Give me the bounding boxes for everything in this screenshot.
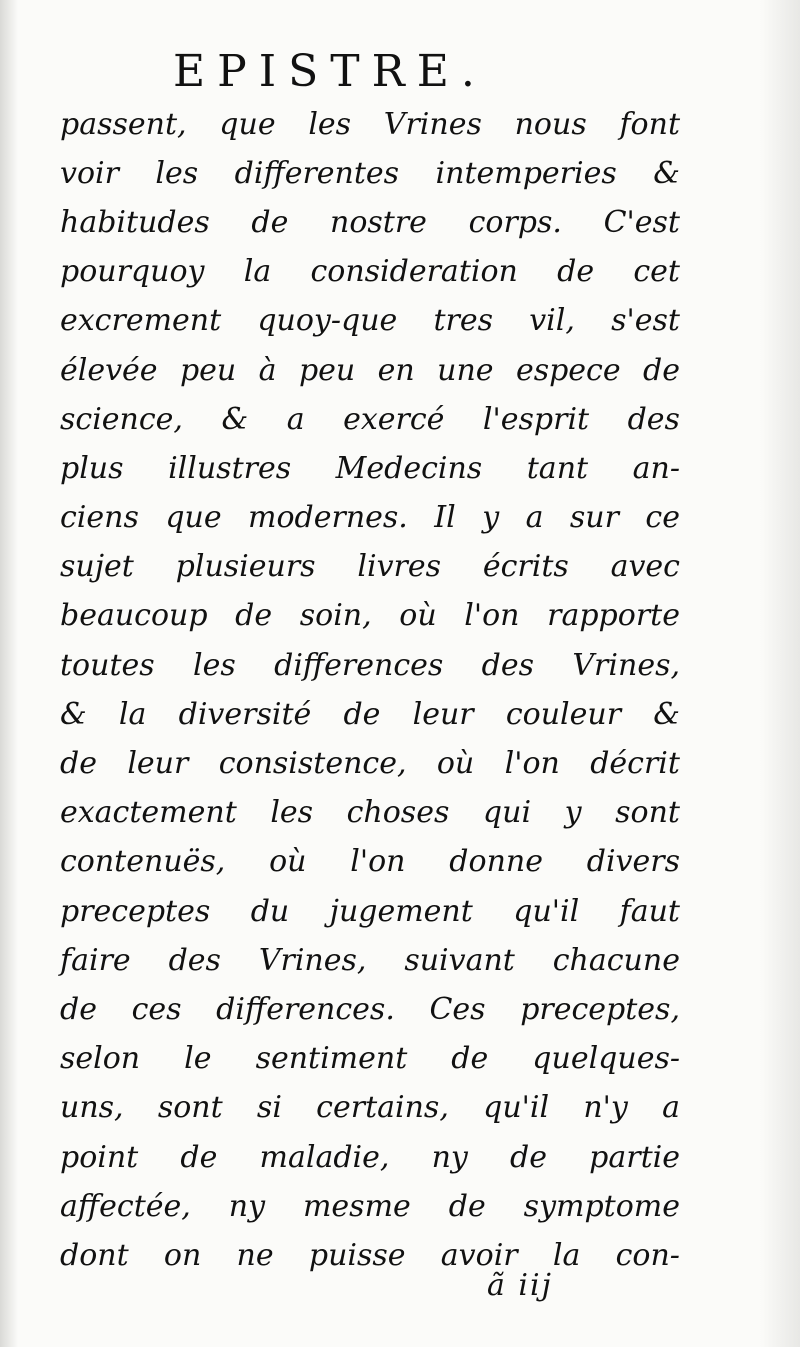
word: on (163, 1237, 202, 1273)
word: divers (586, 844, 680, 880)
text-line (60, 1133, 680, 1182)
word: n'y (583, 1090, 628, 1126)
word: y (482, 500, 500, 536)
word: avoir (440, 1237, 518, 1273)
word: consistence, (218, 746, 407, 782)
text-line (60, 198, 680, 247)
word: symptome (523, 1188, 680, 1224)
word: science, (60, 401, 183, 437)
text-line (60, 936, 680, 985)
word: les (308, 106, 352, 142)
word: con- (615, 1237, 680, 1273)
text-line (60, 1231, 680, 1280)
word: & (60, 696, 87, 732)
word: où (436, 746, 475, 782)
word: avec (610, 549, 680, 585)
word: du (250, 893, 290, 929)
text-line (60, 543, 680, 592)
word: diversité (178, 696, 312, 732)
word: quelques- (532, 1041, 680, 1077)
text-line (60, 444, 680, 493)
word: sont (157, 1090, 223, 1126)
word: des (481, 647, 535, 683)
word: couleur (505, 696, 622, 732)
word: y (564, 795, 582, 831)
text-line (60, 838, 680, 887)
word: voir (60, 155, 119, 191)
word: differentes (234, 155, 400, 191)
word: toutes (60, 647, 155, 683)
word: & (221, 401, 249, 437)
word: plus (60, 450, 124, 486)
word: differences. (216, 991, 395, 1027)
word: la (118, 696, 147, 732)
text-line (60, 592, 680, 641)
word: nostre (330, 204, 427, 240)
word: où (269, 844, 307, 880)
word: jugement (329, 893, 473, 929)
text-line (60, 1035, 680, 1084)
text-line (60, 248, 680, 297)
word: pourquoy (60, 254, 205, 290)
word: ny (228, 1188, 266, 1224)
word: ciens (60, 500, 139, 536)
word: exercé (343, 401, 445, 437)
word: choses (346, 795, 450, 831)
word: espece (515, 352, 621, 388)
word: uns, (60, 1090, 124, 1126)
word: sont (615, 795, 680, 831)
word: a (525, 500, 544, 536)
word: l'on (504, 746, 560, 782)
word: exactement (60, 795, 237, 831)
word: consideration (310, 254, 518, 290)
word: differences (274, 647, 444, 683)
word: l'on (350, 844, 406, 880)
word: des (168, 942, 221, 978)
word: font (619, 106, 680, 142)
word: de (451, 1041, 489, 1077)
running-heading: EPISTRE. (173, 46, 487, 97)
word: qu'il (513, 893, 580, 929)
word: a (286, 401, 305, 437)
word: vil, (529, 303, 575, 339)
word: de (343, 696, 381, 732)
word: la (552, 1237, 581, 1273)
word: à (258, 352, 277, 388)
word: écrits (482, 549, 569, 585)
word: modernes. (248, 500, 408, 536)
word: plusieurs (175, 549, 316, 585)
word: donne (449, 844, 543, 880)
word: de (251, 204, 289, 240)
signature-mark: ã iij (487, 1268, 553, 1303)
text-line (60, 985, 680, 1034)
word: une (437, 352, 494, 388)
word: rapporte (547, 598, 680, 634)
word: beaucoup (60, 598, 208, 634)
word: Ces (429, 991, 486, 1027)
word: passent, (60, 106, 187, 142)
text-line (60, 149, 680, 198)
word: habitudes (60, 204, 210, 240)
word: & (653, 696, 680, 732)
word: les (193, 647, 236, 683)
text-line (60, 494, 680, 543)
word: a (662, 1090, 680, 1126)
word: Vrines (383, 106, 482, 142)
word: Vrines, (572, 647, 680, 683)
text-line (60, 346, 680, 395)
word: de (448, 1188, 486, 1224)
word: leur (412, 696, 474, 732)
word: mesme (302, 1188, 411, 1224)
text-line (60, 1084, 680, 1133)
word: faire (60, 942, 131, 978)
word: C'est (603, 204, 680, 240)
word: les (270, 795, 314, 831)
word: illustres (168, 450, 292, 486)
word: leur (127, 746, 189, 782)
word: la (243, 254, 272, 290)
page-edge-shadow-left (0, 0, 18, 1347)
word: corps. (468, 204, 562, 240)
word: Il (434, 500, 456, 536)
word: de (510, 1139, 547, 1175)
text-line (60, 641, 680, 690)
text-body (60, 100, 680, 1281)
word: élevée (60, 352, 158, 388)
word: puisse (308, 1237, 406, 1273)
word: nous (514, 106, 587, 142)
word: que (219, 106, 276, 142)
word: les (155, 155, 199, 191)
word: Medecins (335, 450, 483, 486)
word: s'est (611, 303, 680, 339)
word: ny (431, 1139, 468, 1175)
page-edge-shadow-right (760, 0, 800, 1347)
text-line (60, 395, 680, 444)
word: qui (482, 795, 532, 831)
word: selon (60, 1041, 141, 1077)
word: preceptes (60, 893, 211, 929)
word: si (256, 1090, 282, 1126)
word: & (653, 155, 680, 191)
word: des (627, 401, 680, 437)
word: de (643, 352, 680, 388)
word: ce (645, 500, 680, 536)
word: tant (526, 450, 589, 486)
text-line (60, 887, 680, 936)
text-line (60, 690, 680, 739)
word: affectée, (60, 1188, 191, 1224)
word: en (377, 352, 415, 388)
word: de (235, 598, 273, 634)
word: qu'il (483, 1090, 550, 1126)
word: Vrines, (258, 942, 367, 978)
text-line (60, 297, 680, 346)
word: sur (569, 500, 619, 536)
word: preceptes, (520, 991, 680, 1027)
word: peu (298, 352, 356, 388)
text-line (60, 100, 680, 149)
word: faut (619, 893, 680, 929)
word: le (184, 1041, 212, 1077)
word: livres (357, 549, 442, 585)
word: suivant (404, 942, 515, 978)
word: dont (60, 1237, 129, 1273)
word: an- (632, 450, 680, 486)
word: maladie, (259, 1139, 390, 1175)
word: contenuës, (60, 844, 226, 880)
text-line (60, 789, 680, 838)
word: intemperies (435, 155, 617, 191)
text-line (60, 739, 680, 788)
word: partie (589, 1139, 680, 1175)
word: chacune (552, 942, 680, 978)
word: de (60, 746, 97, 782)
word: l'on (464, 598, 520, 634)
word: soin, (299, 598, 372, 634)
word: décrit (590, 746, 680, 782)
text-line (60, 1182, 680, 1231)
word: l'esprit (482, 401, 590, 437)
word: de (60, 991, 97, 1027)
word: cet (633, 254, 680, 290)
word: quoy-que (257, 303, 398, 339)
word: peu (179, 352, 237, 388)
word: ne (236, 1237, 274, 1273)
word: tres (433, 303, 494, 339)
word: ces (131, 991, 182, 1027)
word: où (399, 598, 437, 634)
word: sujet (60, 549, 134, 585)
word: de (180, 1139, 218, 1175)
word: que (165, 500, 222, 536)
word: sentiment (255, 1041, 408, 1077)
word: de (557, 254, 595, 290)
word: certains, (316, 1090, 449, 1126)
word: point (60, 1139, 139, 1175)
word: excrement (60, 303, 222, 339)
